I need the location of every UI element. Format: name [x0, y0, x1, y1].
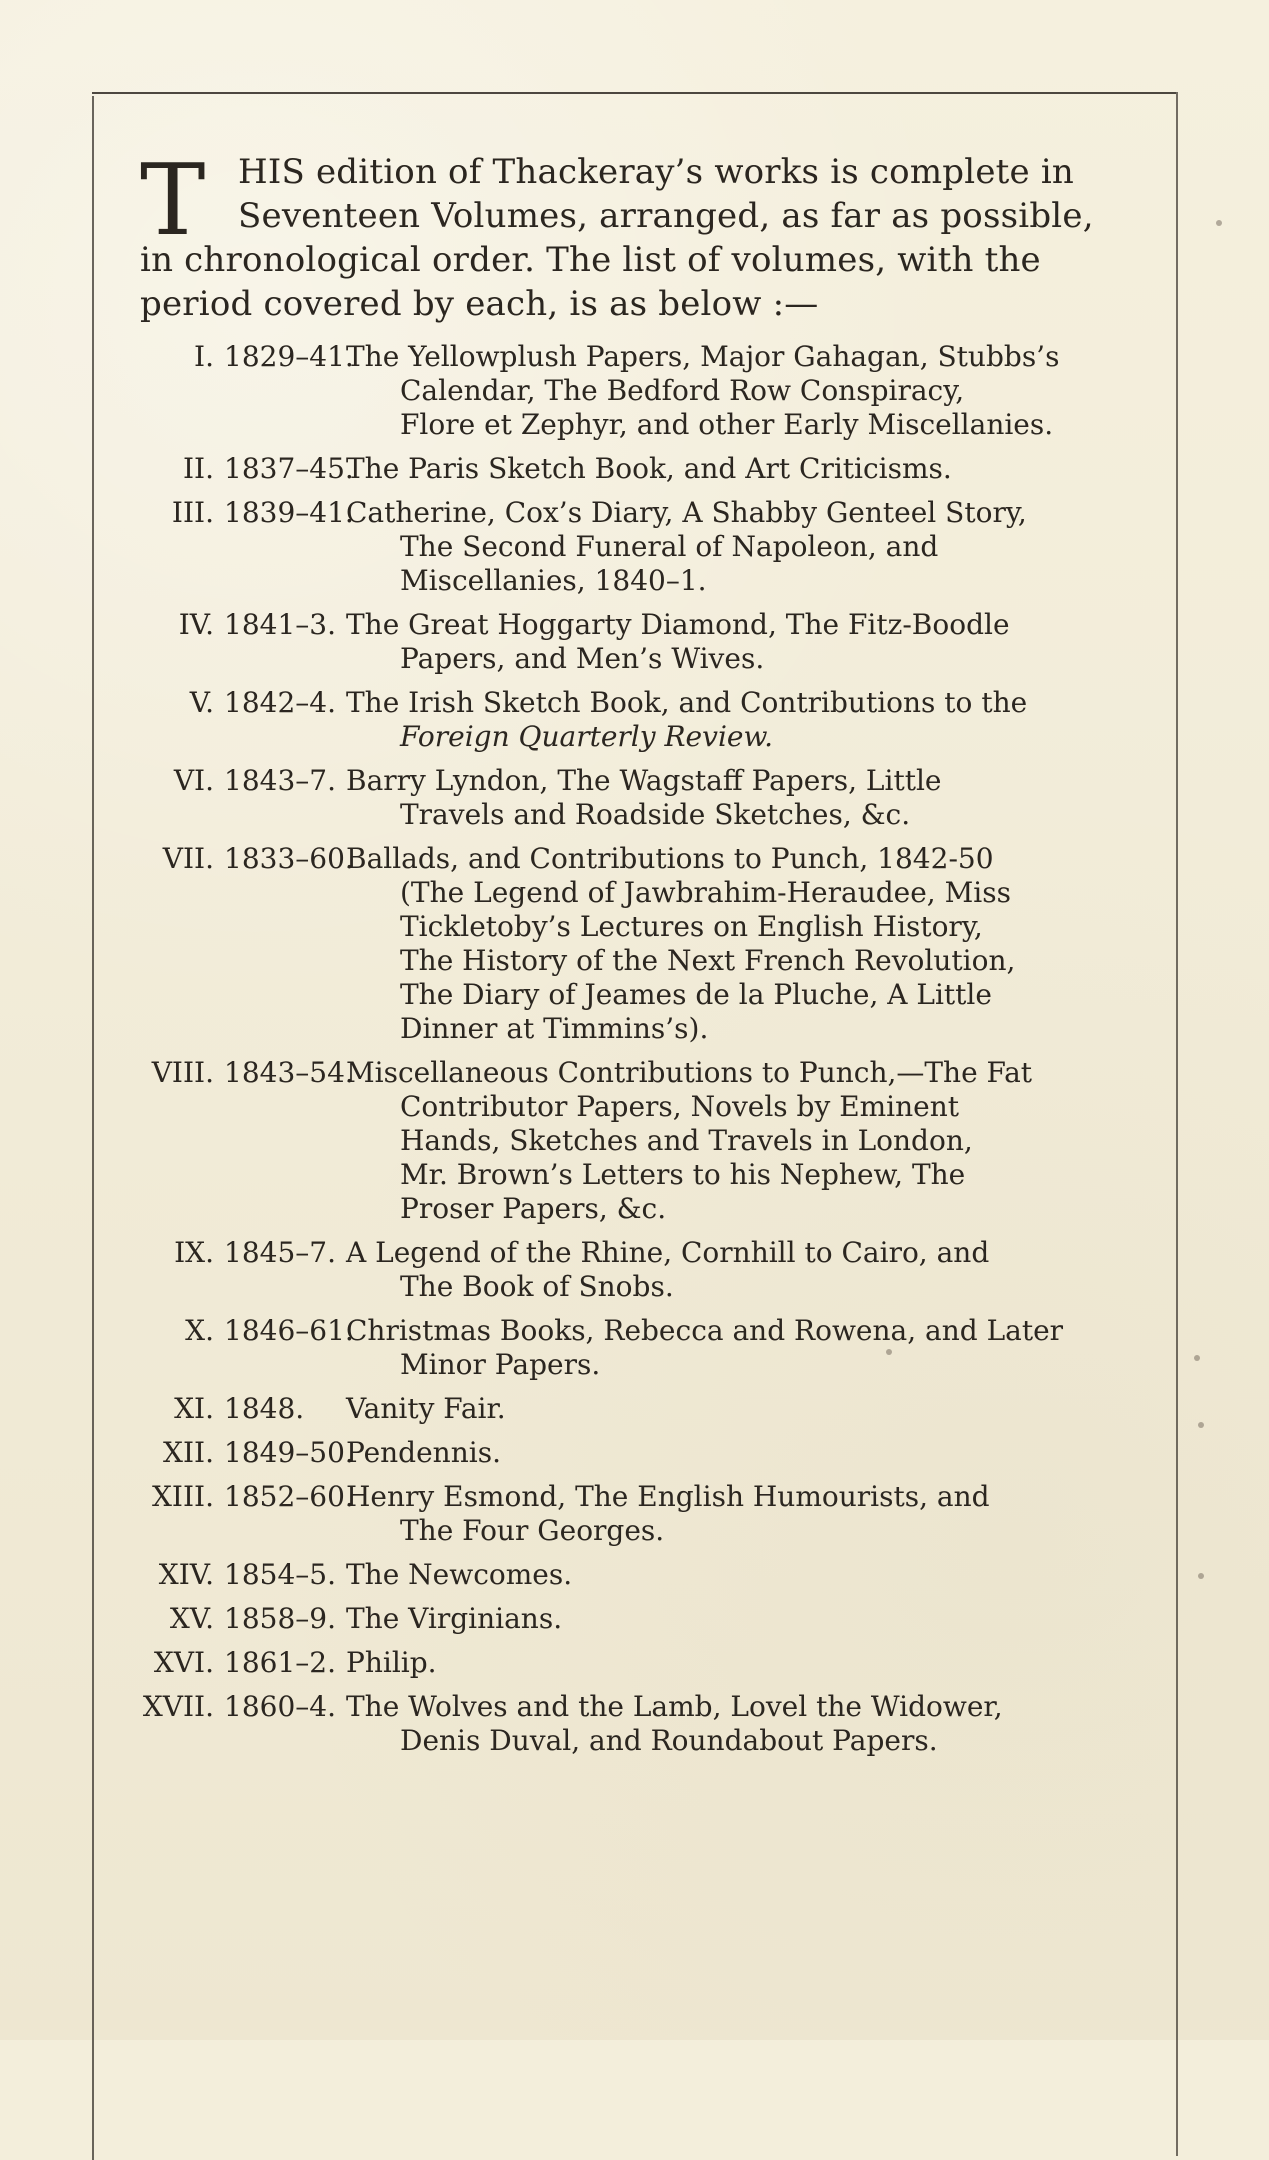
volume-years: 1852–60. [224, 1480, 354, 1513]
volume-list [140, 340, 1120, 1768]
intro-line-2: Seventeen Volumes, arranged, as far as possible, [238, 196, 1094, 236]
left-border-line [92, 96, 94, 2160]
volume-years: 1849–50. [224, 1436, 354, 1469]
volume-roman-numeral: VII. [162, 842, 214, 875]
volume-title-line: Flore et Zephyr, and other Early Miscellanies. [400, 408, 1054, 441]
volume-roman-numeral: VIII. [151, 1056, 214, 1089]
volume-title-line: Calendar, The Bedford Row Conspiracy, [400, 374, 965, 407]
volume-years: 1858–9. [224, 1602, 336, 1635]
volume-roman-numeral: III. [171, 496, 214, 529]
intro-text [140, 144, 1120, 326]
volume-years: 1860–4. [224, 1690, 336, 1723]
volume-title-line: Proser Papers, &c. [400, 1192, 667, 1225]
top-border-line [92, 92, 1176, 94]
volume-title-line: The Yellowplush Papers, Major Gahagan, Stubbs’s [346, 340, 1060, 373]
volume-title-line: Tickletoby’s Lectures on English History, [400, 910, 983, 943]
volume-entry-ix [140, 1236, 1120, 1304]
volume-entry-vii [140, 842, 1120, 1046]
right-border-line [1176, 92, 1178, 2156]
volume-title-line: Contributor Papers, Novels by Eminent [400, 1090, 960, 1123]
volume-entry-vi [140, 764, 1120, 832]
speck-mark [1216, 220, 1222, 226]
volume-entry-xiv [140, 1558, 1120, 1592]
volume-title-line: Hands, Sketches and Travels in London, [400, 1124, 973, 1157]
volume-roman-numeral: V. [189, 686, 214, 719]
volume-title-line: The Wolves and the Lamb, Lovel the Widower, [346, 1690, 1003, 1723]
volume-years: 1837–45. [224, 452, 354, 485]
volume-entry-header [140, 686, 1120, 720]
volume-years: 1843–7. [224, 764, 336, 797]
volume-title-line: Travels and Roadside Sketches, &c. [400, 798, 911, 831]
volume-title-line: Mr. Brown’s Letters to his Nephew, The [400, 1158, 966, 1191]
volume-roman-numeral: XVII. [142, 1690, 214, 1723]
volume-years: 1843–54. [224, 1056, 354, 1089]
volume-years: 1829–41. [224, 340, 354, 373]
volume-title-line: Catherine, Cox’s Diary, A Shabby Genteel Story, [346, 496, 1027, 529]
volume-title-line: The Second Funeral of Napoleon, and [400, 530, 939, 563]
volume-title-line: The Paris Sketch Book, and Art Criticisms. [346, 452, 952, 485]
volume-title-line: The Four Georges. [400, 1514, 665, 1547]
volume-entry-iv [140, 608, 1120, 676]
volume-entry-viii [140, 1056, 1120, 1226]
volume-title-line: Vanity Fair. [346, 1392, 506, 1425]
volume-title-line: Miscellaneous Contributions to Punch,—The Fat [346, 1056, 1033, 1089]
volume-roman-numeral: XII. [163, 1436, 214, 1469]
volume-roman-numeral: XI. [174, 1392, 214, 1425]
intro-paragraph [140, 144, 1120, 326]
volume-title-line: (The Legend of Jawbrahim-Heraudee, Miss [400, 876, 1011, 909]
volume-roman-numeral: XIV. [158, 1558, 214, 1591]
volume-title-line: The History of the Next French Revolution, [400, 944, 1016, 977]
volume-title-line: Christmas Books, Rebecca and Rowena, and Later [346, 1314, 1064, 1347]
volume-title-line: Barry Lyndon, The Wagstaff Papers, Little [346, 764, 942, 797]
volume-entry-xvii [140, 1690, 1120, 1758]
content-frame [92, 92, 1178, 2132]
volume-entry-header [140, 1056, 1120, 1090]
volume-title-line: Papers, and Men’s Wives. [400, 642, 765, 675]
volume-entry-header [140, 842, 1120, 876]
volume-entry-v [140, 686, 1120, 754]
volume-entry-header [140, 1392, 1120, 1426]
volume-title-line: The Virginians. [346, 1602, 563, 1635]
volume-years: 1842–4. [224, 686, 336, 719]
volume-entry-header [140, 1690, 1120, 1724]
volume-entry-header [140, 496, 1120, 530]
volume-roman-numeral: I. [194, 340, 214, 373]
volume-roman-numeral: VI. [173, 764, 214, 797]
volume-title-line: Foreign Quarterly Review. [400, 720, 774, 753]
intro-line-1: HIS edition of Thackeray’s works is complete in [238, 152, 1075, 192]
volume-entry-header [140, 608, 1120, 642]
volume-roman-numeral: X. [185, 1314, 214, 1347]
volume-roman-numeral: XIII. [151, 1480, 214, 1513]
volume-entry-xii [140, 1436, 1120, 1470]
volume-years: 1833–60. [224, 842, 354, 875]
volume-entry-header [140, 1236, 1120, 1270]
speck-mark [886, 1349, 892, 1355]
volume-entry-ii [140, 452, 1120, 486]
intro-line-4: period covered by each, is as below :— [140, 284, 819, 324]
volume-entry-i [140, 340, 1120, 442]
volume-entry-xvi [140, 1646, 1120, 1680]
volume-entry-xi [140, 1392, 1120, 1426]
volume-entry-header [140, 452, 1120, 486]
volume-years: 1841–3. [224, 608, 336, 641]
volume-entry-iii [140, 496, 1120, 598]
volume-years: 1845–7. [224, 1236, 336, 1269]
volume-title-line: The Diary of Jeames de la Pluche, A Little [400, 978, 992, 1011]
speck-mark [1198, 1573, 1204, 1579]
volume-title-line: The Great Hoggarty Diamond, The Fitz-Boodle [346, 608, 1010, 641]
volume-roman-numeral: IV. [178, 608, 214, 641]
volume-title-line: The Book of Snobs. [400, 1270, 674, 1303]
volume-roman-numeral: IX. [174, 1236, 214, 1269]
volume-entry-header [140, 764, 1120, 798]
speck-mark [1198, 1422, 1204, 1428]
volume-entry-x [140, 1314, 1120, 1382]
volume-title-line: Henry Esmond, The English Humourists, and [346, 1480, 990, 1513]
volume-title-line: Miscellanies, 1840–1. [400, 564, 707, 597]
volume-entry-xv [140, 1602, 1120, 1636]
volume-years: 1854–5. [224, 1558, 336, 1591]
volume-title-line: The Newcomes. [346, 1558, 573, 1591]
volume-years: 1848. [224, 1392, 305, 1425]
volume-roman-numeral: XVI. [153, 1646, 214, 1679]
volume-entry-header [140, 1436, 1120, 1470]
volume-title-line: Denis Duval, and Roundabout Papers. [400, 1724, 938, 1757]
volume-title-line: Philip. [346, 1646, 437, 1679]
volume-years: 1839–41. [224, 496, 354, 529]
volume-title-line: Pendennis. [346, 1436, 501, 1469]
dropcap-container [140, 144, 236, 258]
volume-entry-header [140, 1314, 1120, 1348]
volume-entry-header [140, 1646, 1120, 1680]
volume-title-line: A Legend of the Rhine, Cornhill to Cairo, and [346, 1236, 990, 1269]
volume-entry-header [140, 340, 1120, 374]
volume-entry-header [140, 1602, 1120, 1636]
volume-entry-xiii [140, 1480, 1120, 1548]
volume-roman-numeral: II. [182, 452, 214, 485]
volume-years: 1861–2. [224, 1646, 336, 1679]
speck-mark [1194, 1355, 1200, 1361]
drop-cap-letter: T [140, 144, 206, 258]
volume-title-line: Ballads, and Contributions to Punch, 1842-50 [346, 842, 994, 875]
volume-title-line: Minor Papers. [400, 1348, 601, 1381]
volume-title-line: The Irish Sketch Book, and Contributions to the [346, 686, 1028, 719]
intro-line-3: in chronological order. The list of volumes, with the [140, 240, 1041, 280]
volume-years: 1846–61. [224, 1314, 354, 1347]
volume-title-line: Dinner at Timmins’s). [400, 1012, 709, 1045]
volume-roman-numeral: XV. [169, 1602, 214, 1635]
volume-entry-header [140, 1480, 1120, 1514]
volume-entry-header [140, 1558, 1120, 1592]
